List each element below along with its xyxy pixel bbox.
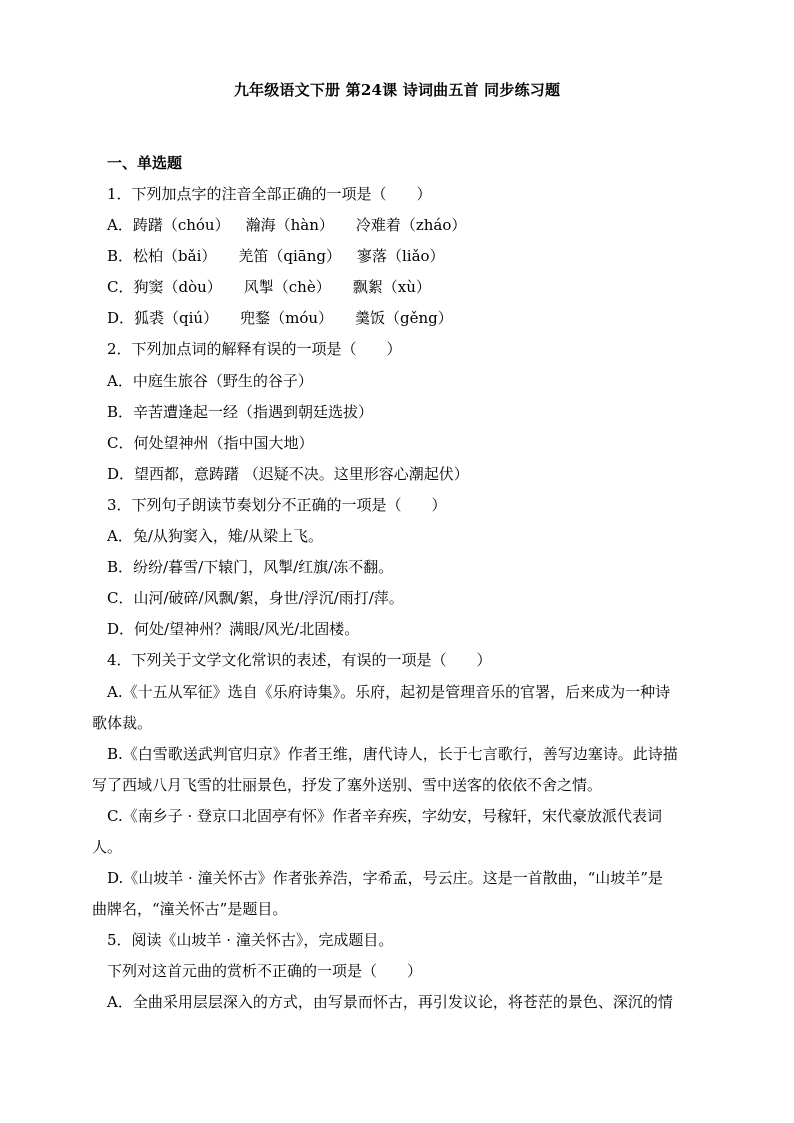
question-2-option-b: B．辛苦遭逢起一经（指遇到朝廷选拔） bbox=[107, 402, 374, 421]
option-part: 飘絮（xù） bbox=[352, 278, 431, 297]
option-part: 羹饭（gěng） bbox=[355, 309, 453, 328]
question-4-option-a: A.《十五从军征》选自《乐府诗集》。乐府，起初是管理音乐的官署，后来成为一种诗 bbox=[107, 682, 671, 701]
question-3-option-b: B．纷纷/暮雪/下辕门，风掣/红旗/冻不翻。 bbox=[107, 558, 394, 577]
option-part: 冷难着（zháo） bbox=[355, 216, 467, 235]
option-part: 寥落（liǎo） bbox=[356, 247, 445, 266]
question-list bbox=[92, 179, 712, 1019]
option-part: A．踌躇（chóu） bbox=[107, 216, 230, 235]
question-2-stem: 2．下列加点词的解释有误的一项是（ ） bbox=[107, 340, 402, 359]
page-title: 九年级语文下册 第24课 诗词曲五首 同步练习题 bbox=[233, 81, 561, 99]
question-5-option-a: A．全曲采用层层深入的方式，由写景而怀古，再引发议论，将苍茫的景色、深沉的情 bbox=[107, 993, 673, 1012]
question-5-stem: 5．阅读《山坡羊 · 潼关怀古》，完成题目。 bbox=[107, 931, 394, 950]
question-1-option-a bbox=[107, 210, 712, 241]
question-4-option-d-cont: 曲牌名，“潼关怀古”是题目。 bbox=[92, 900, 288, 919]
section-heading: 一、单选题 bbox=[107, 154, 183, 172]
question-3-option-d: D．何处/望神州？满眼/风光/北固楼。 bbox=[107, 620, 360, 639]
question-4-option-b-cont: 写了西域八月飞雪的壮丽景色，抒发了塞外送别、雪中送客的依依不舍之情。 bbox=[92, 775, 603, 794]
question-4-option-b: B.《白雪歌送武判官归京》作者王维，唐代诗人，长于七言歌行，善写边塞诗。此诗描 bbox=[107, 744, 678, 763]
question-4-option-c: C.《南乡子 · 登京口北固亭有怀》作者辛弃疾，字幼安，号稼轩，宋代豪放派代表词 bbox=[107, 806, 663, 825]
question-4-stem: 4．下列关于文学文化常识的表述，有误的一项是（ ） bbox=[107, 651, 492, 670]
question-2-option-a: A．中庭生旅谷（野生的谷子） bbox=[107, 371, 313, 390]
option-part: D．狐裘（qiú） bbox=[107, 309, 219, 328]
question-3-stem: 3．下列句子朗读节奏划分不正确的一项是（ ） bbox=[107, 495, 447, 514]
option-part: 瀚海（hàn） bbox=[245, 216, 334, 235]
question-1-stem: 1．下列加点字的注音全部正确的一项是（ ） bbox=[107, 185, 432, 203]
question-3-option-c: C．山河/破碎/风飘/絮，身世/浮沉/雨打/萍。 bbox=[107, 589, 404, 608]
option-part: 风掣（chè） bbox=[243, 278, 331, 297]
question-1-option-b bbox=[107, 241, 712, 272]
question-3-option-a: A．兔/从狗窦入，雉/从梁上飞。 bbox=[107, 527, 323, 546]
question-2-option-c: C．何处望神州（指中国大地） bbox=[107, 433, 314, 452]
option-part: 羌笛（qiāng） bbox=[238, 247, 341, 266]
question-2-option-d: D．望西都，意踌躇 （迟疑不决。这里形容心潮起伏） bbox=[107, 464, 469, 483]
question-1-option-d bbox=[107, 303, 712, 334]
option-part: 兜鍪（móu） bbox=[240, 309, 334, 328]
option-part: B．松柏（bǎi） bbox=[107, 247, 217, 266]
question-4-option-a-cont: 歌体裁。 bbox=[92, 713, 153, 732]
question-4-option-c-cont: 人。 bbox=[92, 837, 123, 856]
option-part: C．狗窦（dòu） bbox=[107, 278, 222, 297]
question-5-sub-stem: 下列对这首元曲的赏析不正确的一项是（ ） bbox=[107, 962, 423, 981]
question-1-option-c bbox=[107, 272, 712, 303]
question-4-option-d: D.《山坡羊 · 潼关怀古》作者张养浩，字希孟，号云庄。这是一首散曲，“山坡羊”是 bbox=[107, 869, 663, 888]
